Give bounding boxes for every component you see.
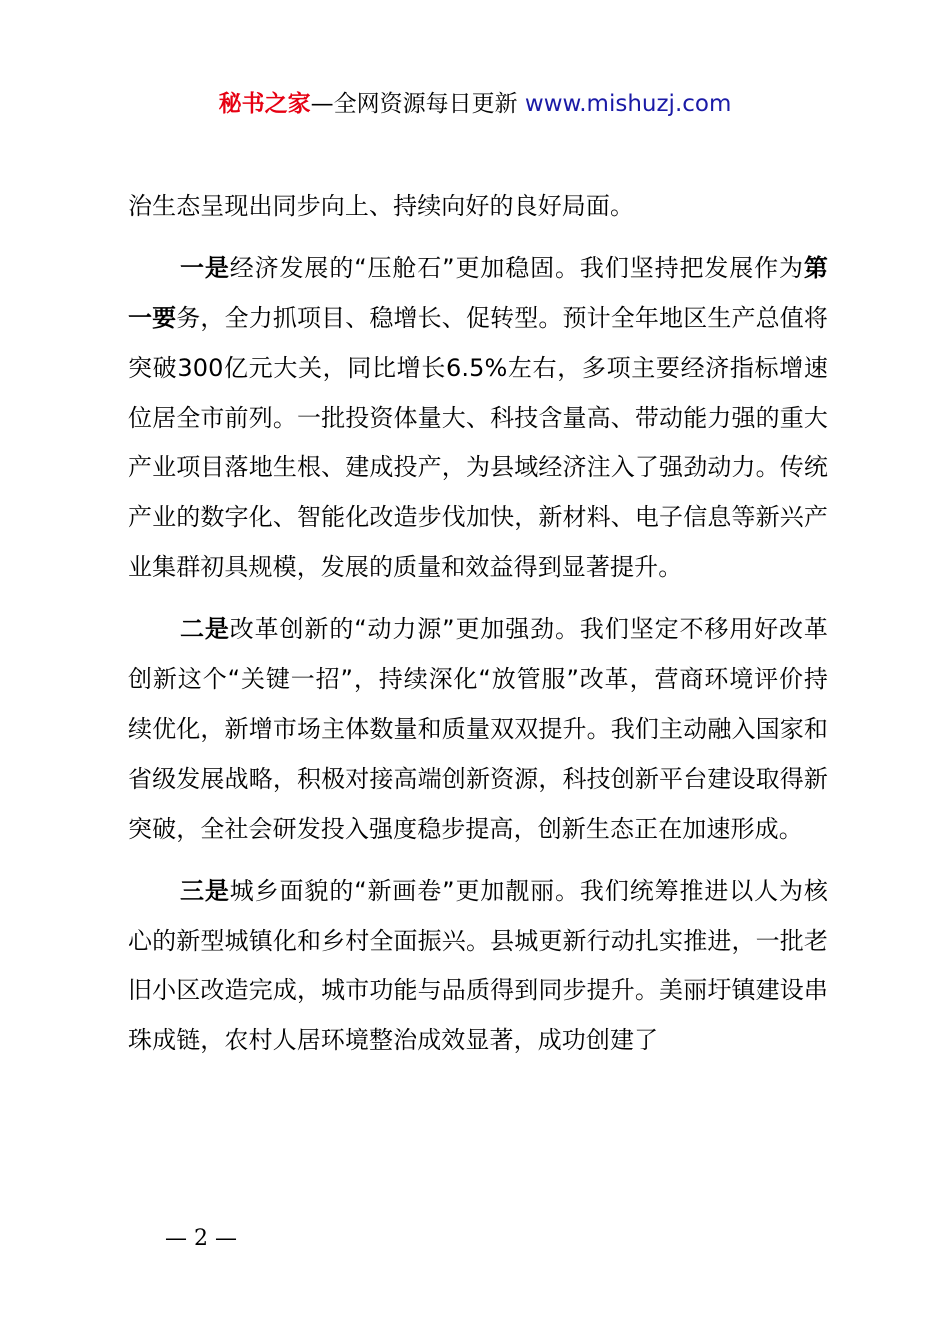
paragraph-text: 改革创新的“动力源”更加强劲。我们坚定不移用好改革创新这个“关键一招”，持续深化“放管服”改革，营商环境评价持续优化，新增市场主体数量和质量双双提升。我们主动融入国家和省级发展战略，积极对接高端创新资源，科技创新平台建设取得新突破，全社会研发投入强度稳步提高，创新生态正在加速形成。 bbox=[128, 615, 828, 843]
paragraph-text: 城乡面貌的“新画卷”更加靓丽。我们统筹推进以人为核心的新型城镇化和乡村全面振兴。县城更新行动扎实推进，一批老旧小区改造完成，城市功能与品质得到同步提升。美丽圩镇建设串珠成链，农村人居环境整治成效显著，成功创建了 bbox=[128, 876, 828, 1055]
site-tagline: —全网资源每日更新 bbox=[310, 91, 525, 117]
paragraph-continuation bbox=[128, 182, 828, 232]
paragraph-lead: 三是 bbox=[180, 876, 230, 905]
site-url-link[interactable]: www.mishuzj.com bbox=[524, 91, 732, 117]
paragraph-bold-phrase: 第一要 bbox=[128, 254, 829, 333]
site-brand: 秘书之家 bbox=[218, 91, 311, 117]
page-header bbox=[0, 88, 950, 120]
paragraph-lead: 一是 bbox=[180, 254, 230, 283]
paragraph-economy bbox=[128, 244, 828, 593]
page-number: — 2 — bbox=[165, 1226, 237, 1251]
paragraph-text: 务，全力抓项目、稳增长、促转型。预计全年地区生产总值将突破300亿元大关，同比增长6.5%左右，多项主要经济指标增速位居全市前列。一批投资体量大、科技含量高、带动能力强的重大产业项目落地生根、建成投产，为县域经济注入了强劲动力。传统产业的数字化、智能化改造步伐加快，新材料、电子信息等新兴产业集群初具规模，发展的质量和效益得到显著提升。 bbox=[128, 304, 828, 582]
paragraph-urban-rural bbox=[128, 867, 828, 1066]
paragraph-reform bbox=[128, 605, 828, 854]
paragraph-text: 治生态呈现出同步向上、持续向好的良好局面。 bbox=[128, 192, 635, 220]
paragraph-text: 经济发展的“压舱石”更加稳固。我们坚持把发展作为 bbox=[229, 254, 804, 283]
document-body bbox=[128, 182, 828, 1079]
paragraph-lead: 二是 bbox=[180, 615, 230, 644]
